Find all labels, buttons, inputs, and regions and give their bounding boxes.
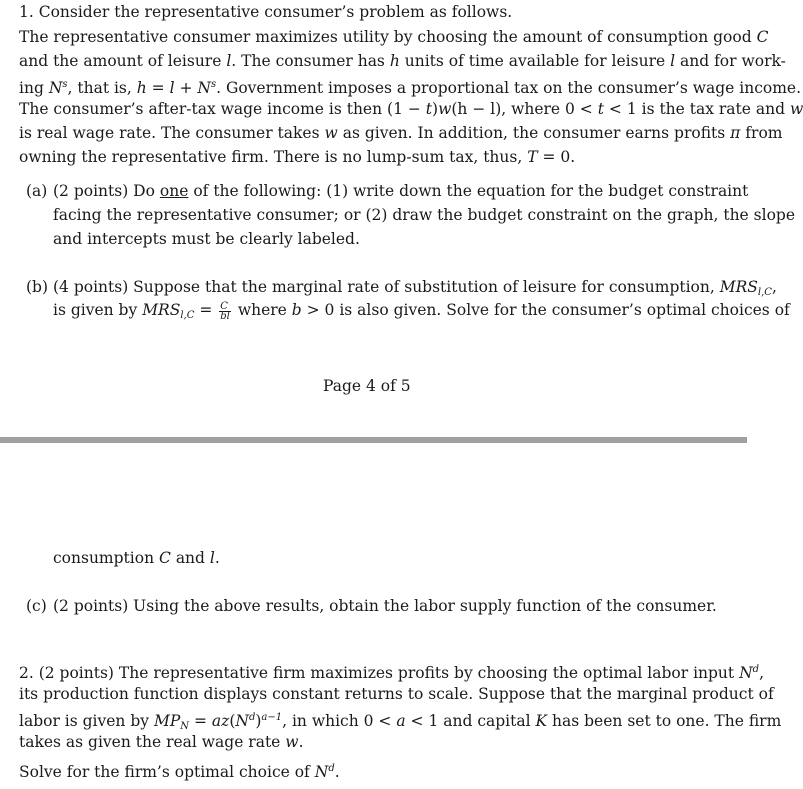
q1-line-5: is real wage rate. The consumer takes w as given. In addition, the consumer earns profits π from: [19, 124, 783, 142]
q2-line-1: 2. (2 points) The representative firm maximizes profits by choosing the optimal labor input $N^d$,: [19, 664, 764, 682]
part-a-line-1: (2 points) Do one of the following: (1) write down the equation for the budget constraint: [53, 182, 749, 200]
q2-line-4: takes as given the real wage rate w.: [19, 733, 304, 751]
q1-title: 1. Consider the representative consumer’s problem as follows.: [19, 3, 513, 21]
q1-line-6: owning the representative firm. There is no lump-sum tax, thus, T = 0.: [19, 148, 576, 166]
part-c-label: (c): [26, 597, 47, 615]
q2-line-3: labor is given by $MP_N = az(N^d)^{a-1}$, in which 0 < a < 1 and capital K has been set to one. The firm: [19, 712, 782, 732]
part-a-line-3: and intercepts must be clearly labeled.: [53, 230, 360, 248]
q1-line-1: The representative consumer maximizes utility by choosing the amount of consumption good C: [19, 28, 769, 46]
part-b-continuation: consumption C and l.: [53, 549, 220, 567]
part-a-line-2: facing the representative consumer; or (2) draw the budget constraint on the graph, the slope: [53, 206, 795, 224]
page-number: Page 4 of 5: [323, 377, 411, 395]
q1-line-3: ing $N^s$, that is, $h = l + N^s$. Government imposes a proportional tax on the consumer’s wage income.: [19, 79, 802, 97]
part-c-text: (2 points) Using the above results, obtain the labor supply function of the consumer.: [53, 597, 717, 615]
page-separator: [0, 437, 747, 443]
q1-line-4: The consumer’s after-tax wage income is then (1 − t)w(h − l), where 0 < t < 1 is the tax rate and w: [19, 100, 803, 118]
mrs-fraction: $\frac{C}{bl}$: [220, 300, 230, 322]
q2-line-2: its production function displays constant returns to scale. Suppose that the marginal product of: [19, 685, 774, 703]
part-b-line-1: (4 points) Suppose that the marginal rate of substitution of leisure for consumption, $MRS_{l,C}$,: [53, 278, 777, 298]
q2-line-5: Solve for the firm’s optimal choice of $N^d$.: [19, 763, 340, 781]
part-a-label: (a): [26, 182, 48, 200]
part-b-line-2: is given by $MRS_{l,C}$ = $\frac{C}{bl}$ where b > 0 is also given. Solve for the consumer’s optimal choices of: [53, 300, 790, 322]
part-b-label: (b): [26, 278, 49, 296]
q1-line-2: and the amount of leisure l. The consumer has h units of time available for leisure l and for work-: [19, 52, 786, 70]
